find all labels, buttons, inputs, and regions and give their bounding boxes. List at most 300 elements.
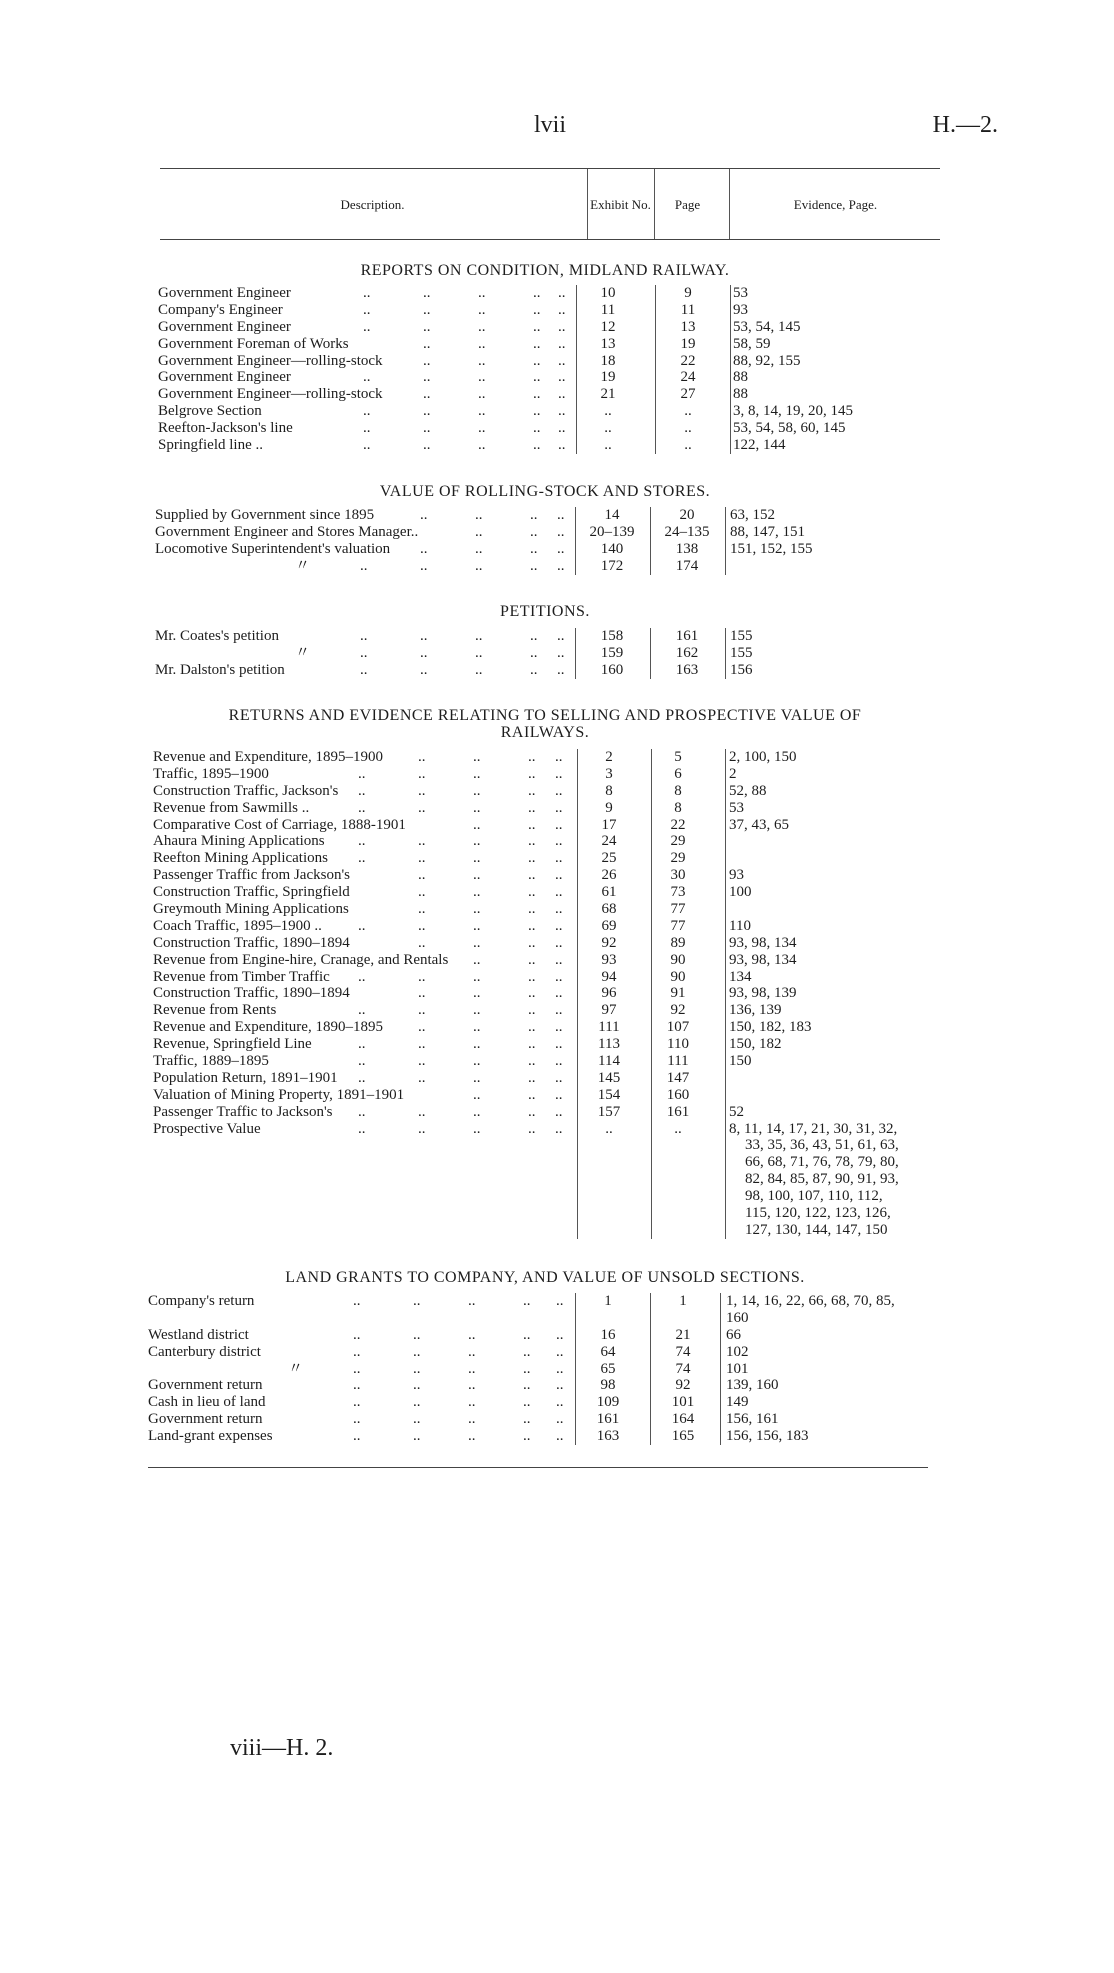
- leader-dot: ..: [473, 1019, 481, 1036]
- page-no: 73: [670, 884, 686, 901]
- leader-dot: ..: [528, 901, 536, 918]
- row-description: Government return: [148, 1377, 263, 1394]
- table-row: [155, 541, 945, 558]
- footer-signature: viii—H. 2.: [230, 1735, 334, 1761]
- table-row: [153, 800, 943, 817]
- leader-dot: ..: [423, 437, 431, 454]
- exhibit-no: 157: [597, 1103, 621, 1120]
- exhibit-no: 17: [601, 816, 617, 833]
- evidence-pages: 150, 182: [729, 1036, 782, 1053]
- table-row: [153, 817, 943, 834]
- leader-end: ..: [555, 1002, 563, 1019]
- evidence-pages: 139, 160: [726, 1377, 779, 1394]
- leader-dot: ..: [360, 661, 368, 678]
- page-no: 90: [670, 968, 686, 985]
- leader-dot: ..: [473, 1002, 481, 1019]
- evidence-pages: 134: [729, 968, 752, 985]
- table-row: [148, 1310, 938, 1327]
- evidence-pages-cont: 66, 68, 71, 76, 78, 79, 80,: [745, 1154, 899, 1171]
- table-row: [155, 662, 945, 679]
- leader-dot: ..: [353, 1428, 361, 1445]
- row-description: Government Engineer: [158, 369, 291, 386]
- page-no: 1: [679, 1293, 687, 1309]
- leader-dot: ..: [528, 1053, 536, 1070]
- row-description: Company's return: [148, 1293, 255, 1309]
- exhibit-no: 25: [601, 850, 617, 867]
- leader-dot: ..: [353, 1411, 361, 1428]
- exhibit-no: 18: [600, 352, 616, 369]
- row-description: Greymouth Mining Applications: [153, 901, 349, 918]
- exhibit-no: 154: [597, 1086, 621, 1103]
- leader-end: ..: [556, 1411, 564, 1428]
- leader-end: ..: [557, 540, 565, 557]
- table-row: [153, 850, 943, 867]
- leader-end: ..: [555, 884, 563, 901]
- leader-dot: ..: [418, 884, 426, 901]
- leader-dot: ..: [473, 765, 481, 782]
- leader-dot: ..: [473, 1086, 481, 1103]
- leader-end: ..: [555, 765, 563, 782]
- exhibit-no: 96: [601, 985, 617, 1002]
- leader-dot: ..: [533, 285, 541, 301]
- leader-dot: ..: [473, 816, 481, 833]
- row-description: Passenger Traffic to Jackson's: [153, 1103, 333, 1120]
- section-title-reports: REPORTS ON CONDITION, MIDLAND RAILWAY.: [360, 262, 730, 279]
- leader-end: ..: [555, 951, 563, 968]
- page-no: 110: [667, 1036, 689, 1053]
- page-no: 77: [670, 901, 686, 918]
- exhibit-no: ..: [604, 403, 612, 420]
- page-no: 163: [675, 661, 699, 678]
- page-no: 29: [670, 850, 686, 867]
- evidence-pages: 100: [729, 884, 752, 901]
- leader-dot: ..: [523, 1360, 531, 1377]
- leader-dot: ..: [473, 850, 481, 867]
- exhibit-no: 13: [600, 335, 616, 352]
- page-no: ..: [684, 403, 692, 420]
- leader-dot: ..: [528, 749, 536, 765]
- leader-dot: ..: [478, 369, 486, 386]
- leader-end: ..: [557, 628, 565, 644]
- page-no: 8: [674, 782, 682, 799]
- leader-dot: ..: [418, 917, 426, 934]
- table-row: [153, 833, 943, 850]
- table-row: [148, 1361, 938, 1378]
- leader-dot: ..: [533, 403, 541, 420]
- leader-dot: ..: [418, 782, 426, 799]
- leader-dot: ..: [363, 318, 371, 335]
- leader-end: ..: [556, 1326, 564, 1343]
- leader-end: ..: [558, 352, 566, 369]
- exhibit-no: 163: [596, 1428, 620, 1445]
- table-petitions: [155, 628, 945, 679]
- leader-dot: ..: [475, 557, 483, 574]
- row-description: Revenue and Expenditure, 1890–1895: [153, 1019, 383, 1036]
- exhibit-no: 68: [601, 901, 617, 918]
- exhibit-no: 98: [600, 1377, 616, 1394]
- leader-dot: ..: [413, 1343, 421, 1360]
- table-row: [148, 1394, 938, 1411]
- leader-end: ..: [556, 1343, 564, 1360]
- evidence-pages: 53: [733, 285, 748, 301]
- leader-dot: ..: [418, 1103, 426, 1120]
- table-row: [153, 952, 943, 969]
- evidence-pages: 102: [726, 1343, 749, 1360]
- evidence-pages: 58, 59: [733, 335, 771, 352]
- leader-dot: ..: [533, 335, 541, 352]
- leader-end: ..: [558, 301, 566, 318]
- leader-dot: ..: [475, 523, 483, 540]
- table-reports: [158, 285, 948, 454]
- row-description: Government Engineer: [158, 285, 291, 301]
- evidence-pages-cont: 127, 130, 144, 147, 150: [745, 1221, 888, 1238]
- table-land-grants: [148, 1293, 938, 1445]
- exhibit-no: 160: [600, 661, 624, 678]
- exhibit-no: 65: [600, 1360, 616, 1377]
- row-description: Construction Traffic, Springfield: [153, 884, 350, 901]
- evidence-pages: 2: [729, 765, 737, 782]
- leader-dot: ..: [528, 1036, 536, 1053]
- leader-dot: ..: [423, 301, 431, 318]
- leader-dot: ..: [423, 386, 431, 403]
- leader-end: ..: [556, 1377, 564, 1394]
- document-reference: H.—2.: [932, 112, 998, 138]
- column-divider: [650, 507, 651, 575]
- row-description: Comparative Cost of Carriage, 1888-1901: [153, 816, 406, 833]
- page-no: 161: [675, 628, 699, 644]
- page-no: 147: [666, 1069, 690, 1086]
- exhibit-no: 1: [604, 1293, 612, 1309]
- table-row: [148, 1293, 938, 1310]
- leader-end: ..: [557, 557, 565, 574]
- leader-dot: ..: [528, 1019, 536, 1036]
- leader-dot: ..: [533, 420, 541, 437]
- page-no: 8: [674, 799, 682, 816]
- leader-dot: ..: [475, 644, 483, 661]
- exhibit-no: 9: [605, 799, 613, 816]
- table-row: [158, 369, 948, 386]
- page-no: 19: [680, 335, 696, 352]
- leader-end: ..: [555, 833, 563, 850]
- table-row: [155, 628, 945, 645]
- exhibit-no: 145: [597, 1069, 621, 1086]
- row-description: 〃: [295, 644, 311, 661]
- evidence-pages: 52, 88: [729, 782, 767, 799]
- leader-dot: ..: [413, 1428, 421, 1445]
- leader-dot: ..: [528, 1120, 536, 1137]
- page-no: 9: [684, 285, 692, 301]
- column-divider: [575, 507, 576, 575]
- leader-dot: ..: [473, 833, 481, 850]
- leader-dot: ..: [418, 1002, 426, 1019]
- row-description: Reefton Mining Applications: [153, 850, 328, 867]
- column-divider: [575, 628, 576, 679]
- row-description: Coach Traffic, 1895–1900 ..: [153, 917, 322, 934]
- leader-end: ..: [555, 799, 563, 816]
- leader-dot: ..: [478, 352, 486, 369]
- leader-dot: ..: [468, 1360, 476, 1377]
- row-description: Traffic, 1895–1900: [153, 765, 269, 782]
- column-divider: [730, 285, 731, 454]
- leader-end: ..: [555, 1069, 563, 1086]
- leader-end: ..: [555, 985, 563, 1002]
- evidence-pages: 136, 139: [729, 1002, 782, 1019]
- page-no: 29: [670, 833, 686, 850]
- column-divider: [575, 1293, 576, 1445]
- page-no: 101: [671, 1394, 695, 1411]
- exhibit-no: 172: [600, 557, 624, 574]
- table-row: [153, 1137, 943, 1154]
- row-description: 〃: [288, 1360, 304, 1377]
- evidence-pages: 122, 144: [733, 437, 786, 454]
- leader-dot: ..: [418, 1120, 426, 1137]
- leader-dot: ..: [423, 318, 431, 335]
- leader-dot: ..: [418, 1019, 426, 1036]
- page-number: lvii: [533, 112, 566, 138]
- evidence-pages: 66: [726, 1326, 741, 1343]
- leader-dot: ..: [478, 318, 486, 335]
- leader-dot: ..: [360, 644, 368, 661]
- col-evidence: Evidence, Page.: [729, 169, 941, 239]
- leader-dot: ..: [473, 799, 481, 816]
- exhibit-no: 159: [600, 644, 624, 661]
- exhibit-no: 161: [596, 1411, 620, 1428]
- leader-dot: ..: [478, 403, 486, 420]
- table-rolling-stock: [155, 507, 945, 575]
- leader-dot: ..: [473, 901, 481, 918]
- table-row: [158, 319, 948, 336]
- col-description: Description.: [340, 196, 405, 212]
- exhibit-no: 19: [600, 369, 616, 386]
- evidence-pages: 150: [729, 1053, 752, 1070]
- table-row: [148, 1411, 938, 1428]
- exhibit-no: 97: [601, 1002, 617, 1019]
- leader-dot: ..: [475, 661, 483, 678]
- row-description: Government Engineer—rolling-stock: [158, 352, 383, 369]
- page-no: 24: [680, 369, 696, 386]
- table-row: [155, 524, 945, 541]
- leader-dot: ..: [468, 1377, 476, 1394]
- table-row: [153, 1154, 943, 1171]
- evidence-pages: 93, 98, 139: [729, 985, 797, 1002]
- leader-end: ..: [557, 507, 565, 523]
- leader-dot: ..: [418, 985, 426, 1002]
- row-description: Revenue and Expenditure, 1895–1900: [153, 749, 383, 765]
- row-description: Population Return, 1891–1901: [153, 1069, 338, 1086]
- leader-dot: ..: [475, 628, 483, 644]
- row-description: Supplied by Government since 1895: [155, 507, 375, 523]
- leader-dot: ..: [530, 523, 538, 540]
- page-no: ..: [674, 1120, 682, 1137]
- page-no: 162: [675, 644, 699, 661]
- leader-dot: ..: [418, 799, 426, 816]
- leader-dot: ..: [353, 1394, 361, 1411]
- exhibit-no: 114: [598, 1053, 620, 1070]
- leader-dot: ..: [363, 301, 371, 318]
- row-description: Land-grant expenses: [148, 1428, 273, 1445]
- leader-end: ..: [555, 850, 563, 867]
- page-no: 111: [667, 1053, 689, 1070]
- evidence-pages-cont: 115, 120, 122, 123, 126,: [745, 1205, 891, 1222]
- evidence-pages: 156, 161: [726, 1411, 779, 1428]
- exhibit-no: 2: [605, 749, 613, 765]
- leader-end: ..: [555, 1036, 563, 1053]
- row-description: Revenue from Timber Traffic: [153, 968, 330, 985]
- leader-dot: ..: [358, 1053, 366, 1070]
- leader-dot: ..: [473, 884, 481, 901]
- leader-dot: ..: [358, 765, 366, 782]
- row-description: Government Engineer and Stores Manager..: [155, 523, 419, 540]
- row-description: Westland district: [148, 1326, 249, 1343]
- leader-dot: ..: [528, 884, 536, 901]
- leader-dot: ..: [418, 1036, 426, 1053]
- leader-dot: ..: [413, 1377, 421, 1394]
- table-row: [155, 507, 945, 524]
- leader-dot: ..: [413, 1394, 421, 1411]
- table-row: [158, 285, 948, 302]
- row-description: Ahaura Mining Applications: [153, 833, 325, 850]
- leader-end: ..: [555, 867, 563, 884]
- exhibit-no: 93: [601, 951, 617, 968]
- row-description: Valuation of Mining Property, 1891–1901: [153, 1086, 405, 1103]
- leader-dot: ..: [530, 644, 538, 661]
- leader-dot: ..: [528, 867, 536, 884]
- exhibit-no: ..: [604, 437, 612, 454]
- leader-dot: ..: [473, 782, 481, 799]
- column-divider: [725, 507, 726, 575]
- evidence-pages: 52: [729, 1103, 744, 1120]
- row-description: Revenue, Springfield Line: [153, 1036, 312, 1053]
- leader-end: ..: [555, 934, 563, 951]
- page-no: 91: [670, 985, 686, 1002]
- row-description: Springfield line ..: [158, 437, 263, 454]
- leader-dot: ..: [353, 1377, 361, 1394]
- leader-dot: ..: [528, 816, 536, 833]
- table-row: [158, 437, 948, 454]
- evidence-pages: 63, 152: [730, 507, 775, 523]
- page-no: 174: [675, 557, 699, 574]
- page-no: 165: [671, 1428, 695, 1445]
- leader-dot: ..: [533, 301, 541, 318]
- evidence-pages: 3, 8, 14, 19, 20, 145: [733, 403, 853, 420]
- leader-dot: ..: [473, 1036, 481, 1053]
- exhibit-no: 24: [601, 833, 617, 850]
- leader-end: ..: [555, 1103, 563, 1120]
- row-description: Revenue from Rents: [153, 1002, 277, 1019]
- table-row: [153, 901, 943, 918]
- leader-dot: ..: [523, 1377, 531, 1394]
- evidence-pages: 150, 182, 183: [729, 1019, 812, 1036]
- row-description: Company's Engineer: [158, 301, 283, 318]
- table-row: [158, 353, 948, 370]
- leader-end: ..: [555, 901, 563, 918]
- row-description: Passenger Traffic from Jackson's: [153, 867, 350, 884]
- leader-end: ..: [556, 1360, 564, 1377]
- row-description: Prospective Value: [153, 1120, 261, 1137]
- evidence-pages: 149: [726, 1394, 749, 1411]
- leader-dot: ..: [533, 318, 541, 335]
- page-no: 107: [666, 1019, 690, 1036]
- table-row: [153, 1053, 943, 1070]
- table-row: [148, 1344, 938, 1361]
- column-divider: [655, 285, 656, 454]
- page-no: 11: [680, 301, 696, 318]
- table-returns: [153, 749, 943, 1239]
- exhibit-no: 113: [598, 1036, 620, 1053]
- table-row: [153, 1188, 943, 1205]
- leader-dot: ..: [528, 917, 536, 934]
- section-title-returns: RETURNS AND EVIDENCE RELATING TO SELLING AND PROSPECTIVE VALUE OF: [228, 707, 862, 724]
- exhibit-no: ..: [604, 420, 612, 437]
- evidence-pages: 8, 11, 14, 17, 21, 30, 31, 32,: [729, 1120, 898, 1137]
- leader-end: ..: [557, 661, 565, 678]
- leader-end: ..: [555, 816, 563, 833]
- column-divider: [650, 628, 651, 679]
- row-description: Construction Traffic, 1890–1894: [153, 985, 350, 1002]
- leader-dot: ..: [418, 749, 426, 765]
- exhibit-no: 14: [604, 507, 620, 523]
- leader-dot: ..: [473, 749, 481, 765]
- leader-dot: ..: [533, 352, 541, 369]
- leader-dot: ..: [418, 1069, 426, 1086]
- row-description: Revenue from Sawmills ..: [153, 799, 310, 816]
- exhibit-no: 94: [601, 968, 617, 985]
- leader-dot: ..: [360, 557, 368, 574]
- leader-dot: ..: [468, 1411, 476, 1428]
- table-row: [153, 1070, 943, 1087]
- leader-dot: ..: [528, 799, 536, 816]
- leader-dot: ..: [528, 850, 536, 867]
- leader-dot: ..: [528, 1002, 536, 1019]
- evidence-pages: 151, 152, 155: [730, 540, 813, 557]
- row-description: Government return: [148, 1411, 263, 1428]
- evidence-pages: 37, 43, 65: [729, 816, 789, 833]
- leader-dot: ..: [478, 301, 486, 318]
- table-row: [153, 1002, 943, 1019]
- leader-dot: ..: [475, 507, 483, 523]
- evidence-pages: 156: [730, 661, 753, 678]
- evidence-pages: 93: [729, 867, 744, 884]
- table-row: [158, 302, 948, 319]
- table-row: [153, 1205, 943, 1222]
- table-row: [148, 1377, 938, 1394]
- leader-dot: ..: [418, 850, 426, 867]
- exhibit-no: 3: [605, 765, 613, 782]
- table-row: [153, 1104, 943, 1121]
- exhibit-no: 26: [601, 867, 617, 884]
- leader-dot: ..: [478, 285, 486, 301]
- leader-dot: ..: [530, 661, 538, 678]
- leader-dot: ..: [413, 1411, 421, 1428]
- section-title-rolling-stock: VALUE OF ROLLING-STOCK AND STORES.: [379, 483, 711, 500]
- leader-end: ..: [555, 1019, 563, 1036]
- leader-dot: ..: [418, 867, 426, 884]
- evidence-pages: 2, 100, 150: [729, 749, 797, 765]
- leader-dot: ..: [363, 369, 371, 386]
- row-description: Mr. Coates's petition: [155, 628, 279, 644]
- table-row: [153, 867, 943, 884]
- table-row: [153, 783, 943, 800]
- leader-dot: ..: [418, 934, 426, 951]
- leader-dot: ..: [358, 799, 366, 816]
- exhibit-no: 158: [600, 628, 624, 644]
- leader-dot: ..: [478, 386, 486, 403]
- leader-dot: ..: [473, 917, 481, 934]
- leader-dot: ..: [473, 934, 481, 951]
- row-description: Government Engineer: [158, 318, 291, 335]
- table-row: [153, 918, 943, 935]
- exhibit-no: 92: [601, 934, 617, 951]
